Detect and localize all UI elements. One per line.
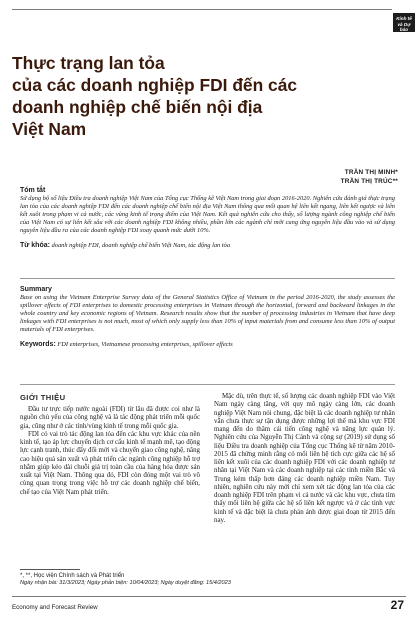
title-line: Việt Nam (12, 119, 87, 139)
section-badge-line2: và Dự báo (397, 21, 411, 33)
author-name: TRẦN THỊ MINH* (344, 169, 398, 176)
abstract-en-keywords (20, 341, 395, 349)
footnote (20, 573, 400, 588)
footnote-dates: Ngày nhận bài: 31/3/2023; Ngày phản biện: 10/04/2023; Ngày duyệt đăng: 15/4/2023 (20, 580, 231, 587)
intro-heading: GIỚI THIỆU (20, 393, 66, 402)
abstract-vi (20, 187, 395, 250)
footer-rule (12, 596, 406, 597)
footnote-affiliation: *, **, Học viện Chính sách và Phát triển (20, 573, 125, 579)
abstract-en-text: Base on using the Vietnam Enterprise Survey data of the General Statistics Office of Vietnam in the period 2016-2020, the study assesses the spillover effects of FDI enterprises to domestic processing enterprises in Vietnam through the horizontal, forward and backward linkages in the whole country and key economic regions of Vietnam. Research results show that the number of processing industries in Vietnam that have deep linkages with FDI enterprises is not much, most of which only supply less than 10% of input materials from and consume less than 10% of output materials of FDI enterprises. (20, 294, 395, 333)
body-column-right (214, 393, 395, 525)
body-paragraph: FDI có vai trò tác động lan tỏa đến các khu vực khác của nền kinh tế, tạo áp lực chuyển dịch cơ cấu kinh tế mạnh mẽ, tạo động lực cạnh tranh, thúc đẩy đổi mới và chuyển giao công nghệ, nâng cao hiệu quả sản xuất và phát triển các ngành công nghiệp hỗ trợ nhằm giúp kéo dài chuỗi giá trị toàn cầu của hàng hóa được sản xuất tại Việt Nam. Thông qua đó, FDI còn đóng một vai trò vô cùng quan trọng trong việc hỗ trợ các doanh nghiệp chế biến, chế tạo của Việt Nam phát triển. (20, 430, 200, 496)
keywords-text: FDI enterprises, Vietnamese processing enterprises, spillover effects (57, 341, 233, 348)
body-paragraph: Đầu tư trực tiếp nước ngoài (FDI) từ lâu đã được coi như là nguồn chủ yếu của công nghệ và là tác động phát triển mỗi quốc gia, cũng như ở các tỉnh/vùng kinh tế trong mỗi quốc gia. (20, 406, 200, 430)
body-paragraph: Mặc dù, trên thực tế, số lượng các doanh nghiệp FDI vào Việt Nam ngày càng tăng, với quy mô ngày càng lớn, các doanh nghiệp Việt Nam nói chung, đặc biệt là các doanh nghiệp tư nhân vẫn chưa thực sự tận dụng được những lợi thế mà khu vực FDI mang đến do thâm cái tiến công nghệ và năng lực quản lý. Nghiên cứu của Nguyễn Thị Cảnh và cộng sự (2019) sử dụng số liệu Điều tra doanh nghiệp của Tổng cục Thống kê từ năm 2010-2015 đã chứng minh rằng có mối liên hệ tích cực giữa các hệ số liên kết xuôi của các doanh nghiệp FDI với các doanh nghiệp tư nhân tại Việt Nam và các doanh nghiệp tại các tỉnh miền Bắc và Trung kém thấp hơn đáng các doanh nghiệp miền Nam. Tuy nhiên, nghiên cứu này mới chỉ xem xét tác động lan tỏa của các doanh nghiệp FDI trên phạm vi cả nước và các khu vực, chưa tìm thấy mối liên hệ giữa các hệ số liên kết ngược và ở các tỉnh vực kinh tế và đặc biệt là chưa phản ánh được giai đoạn từ 2015 đến nay. (214, 393, 395, 524)
abstract-en (20, 286, 395, 349)
title-line: doanh nghiệp chế biến nội địa (12, 97, 263, 117)
page-number: 27 (390, 598, 404, 612)
abstract-vi-text: Sử dụng bộ số liệu Điều tra doanh nghiệp Việt Nam của Tổng cục Thống kê Việt Nam trong giai đoạn 2016-2020. Nghiên cứu đánh giá thực trạng lan tỏa của các doanh nghiệp FDI đến các doanh nghiệp chế biến nội địa Việt Nam thông qua mối quan hệ liên kết ngang, liên kết ngược và liên kết xuôi trong phạm vi cả nước, các vùng kinh tế trọng điểm của Việt Nam. Kết quả nghiên cứu cho thấy, số lượng ngành công nghiệp chế biến của Việt Nam có sự liên kết sâu với các doanh nghiệp FDI không nhiều, phần lớn các ngành chỉ mới cung ứng nguyên liệu đầu vào và sử dụng nguyên liệu đầu ra của các doanh nghiệp FDI xoay quanh mức dưới 10%. (20, 195, 395, 234)
keywords-label: Keywords: (20, 341, 56, 348)
abstract-vi-heading: Tóm tắt (20, 187, 46, 194)
title-line: của các doanh nghiệp FDI đến các (12, 75, 298, 95)
body-divider (20, 384, 395, 385)
body-column-left (20, 406, 200, 497)
keywords-text: doanh nghiệp FDI, doanh nghiệp chế biến Việt Nam, tác động lan tỏa (51, 242, 231, 249)
section-badge (393, 13, 415, 32)
author-name: TRẦN THỊ TRÚC** (340, 178, 398, 185)
abstract-en-heading: Summary (20, 286, 52, 293)
title-line: Thực trạng lan tỏa (12, 53, 165, 73)
article-title (12, 52, 392, 140)
keywords-label: Từ khóa: (20, 242, 50, 249)
top-rule (12, 9, 392, 10)
journal-name: Economy and Forecast Review (12, 604, 98, 611)
abstract-vi-keywords (20, 242, 395, 250)
section-badge-line1: Kinh tế (396, 16, 412, 21)
footnote-rule (20, 569, 80, 570)
abstract-divider (20, 278, 395, 279)
author-list (341, 168, 398, 186)
